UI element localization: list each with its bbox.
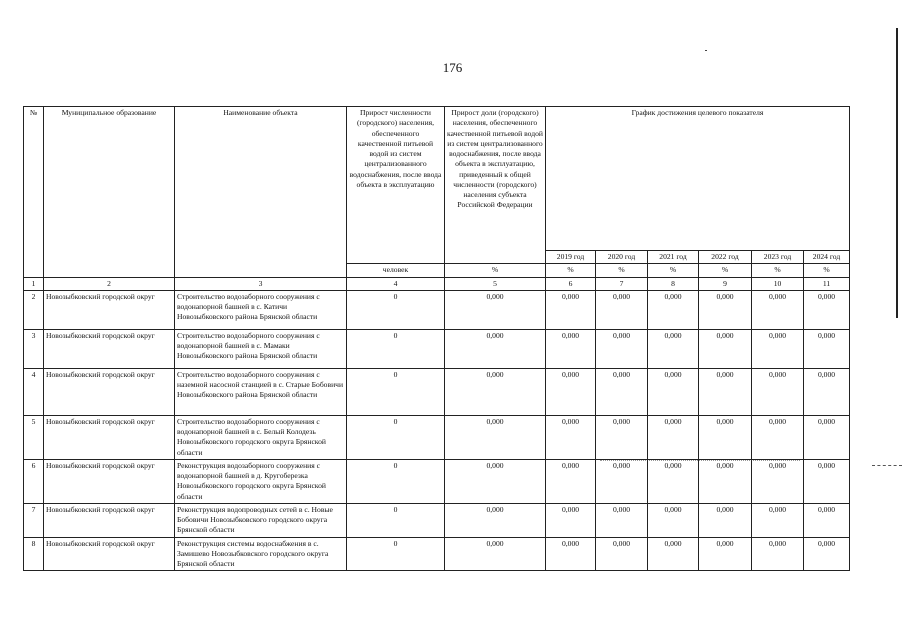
object-name-cell: Строительство водозаборного сооружения с водонапорной башней в с. Катичи Новозыбковского района Брянской области — [175, 290, 347, 329]
unit-cell: % — [596, 264, 648, 277]
people-cell: 0 — [347, 503, 445, 537]
year-value-cell: 0,000 — [596, 537, 648, 571]
year-value-cell: 0,000 — [546, 415, 596, 459]
column-index: 10 — [752, 277, 804, 290]
column-index: 4 — [347, 277, 445, 290]
year-value-cell: 0,000 — [596, 290, 648, 329]
people-cell: 0 — [347, 290, 445, 329]
municipality-cell: Новозыбковский городской округ — [44, 415, 175, 459]
municipality-cell: Новозыбковский городской округ — [44, 290, 175, 329]
year-value-cell: 0,000 — [752, 368, 804, 415]
object-name-cell: Строительство водозаборного сооружения с водонапорной башней в с. Мамаки Новозыбковского района Брянской области — [175, 329, 347, 368]
year-value-cell: 0,000 — [596, 368, 648, 415]
municipality-cell: Новозыбковский городской округ — [44, 368, 175, 415]
people-cell: 0 — [347, 537, 445, 571]
year-value-cell: 0,000 — [699, 537, 752, 571]
scan-speck — [705, 50, 707, 51]
header-no: № — [24, 107, 44, 278]
table-row — [24, 329, 850, 368]
share-cell: 0,000 — [445, 415, 546, 459]
share-cell: 0,000 — [445, 290, 546, 329]
header-year: 2023 год — [752, 251, 804, 264]
row-number: 3 — [24, 329, 44, 368]
municipality-cell: Новозыбковский городской округ — [44, 329, 175, 368]
year-value-cell: 0,000 — [752, 503, 804, 537]
year-value-cell: 0,000 — [648, 459, 699, 503]
year-value-cell: 0,000 — [648, 368, 699, 415]
municipality-cell: Новозыбковский городской округ — [44, 537, 175, 571]
year-value-cell: 0,000 — [699, 368, 752, 415]
year-value-cell: 0,000 — [546, 368, 596, 415]
year-value-cell: 0,000 — [699, 459, 752, 503]
object-name-cell: Реконструкция системы водоснабжения в с. Замишево Новозыбковского городского округа Брянской области — [175, 537, 347, 571]
year-value-cell: 0,000 — [546, 329, 596, 368]
header-year: 2019 год — [546, 251, 596, 264]
header-year: 2021 год — [648, 251, 699, 264]
header-year: 2024 год — [804, 251, 850, 264]
year-value-cell: 0,000 — [804, 368, 850, 415]
share-cell: 0,000 — [445, 537, 546, 571]
year-value-cell: 0,000 — [804, 290, 850, 329]
year-value-cell: 0,000 — [648, 290, 699, 329]
year-value-cell: 0,000 — [648, 537, 699, 571]
share-cell: 0,000 — [445, 329, 546, 368]
scan-dash-mark — [872, 465, 902, 466]
table-row — [24, 537, 850, 571]
row-number: 7 — [24, 503, 44, 537]
unit-cell: % — [752, 264, 804, 277]
people-cell: 0 — [347, 329, 445, 368]
people-cell: 0 — [347, 459, 445, 503]
year-value-cell: 0,000 — [699, 415, 752, 459]
unit-cell: % — [804, 264, 850, 277]
object-name-cell: Реконструкция водопроводных сетей в с. Новые Бобовичи Новозыбковского городского округа Брянской области — [175, 503, 347, 537]
table-row — [24, 459, 850, 503]
year-value-cell: 0,000 — [648, 503, 699, 537]
row-number: 8 — [24, 537, 44, 571]
year-value-cell: 0,000 — [804, 459, 850, 503]
year-value-cell: 0,000 — [699, 290, 752, 329]
object-name-cell: Реконструкция водозаборного сооружения с водонапорной башней в д. Кругоберезка Новозыбковского городского округа Брянской области — [175, 459, 347, 503]
year-value-cell: 0,000 — [752, 329, 804, 368]
table-row — [24, 290, 850, 329]
year-value-cell: 0,000 — [596, 329, 648, 368]
year-value-cell: 0,000 — [546, 537, 596, 571]
year-value-cell: 0,000 — [546, 459, 596, 503]
year-value-cell: 0,000 — [596, 503, 648, 537]
year-value-cell: 0,000 — [752, 537, 804, 571]
table-row — [24, 368, 850, 415]
page-number: 176 — [442, 60, 463, 75]
column-index: 11 — [804, 277, 850, 290]
people-cell: 0 — [347, 415, 445, 459]
column-index: 5 — [445, 277, 546, 290]
year-value-cell: 0,000 — [752, 459, 804, 503]
people-cell: 0 — [347, 368, 445, 415]
year-value-cell: 0,000 — [648, 415, 699, 459]
header-object: Наименование объекта — [175, 107, 347, 278]
table-row — [24, 415, 850, 459]
year-value-cell: 0,000 — [804, 415, 850, 459]
unit-cell: человек — [347, 264, 445, 277]
row-number: 4 — [24, 368, 44, 415]
year-value-cell: 0,000 — [804, 537, 850, 571]
unit-cell: % — [546, 264, 596, 277]
header-year: 2022 год — [699, 251, 752, 264]
year-value-cell: 0,000 — [546, 503, 596, 537]
unit-cell: % — [648, 264, 699, 277]
header-population-growth: Прирост численности (городского) населения, обеспеченного качественной питьевой водой из систем централизованного водоснабжения, после ввода объекта в эксплуатацию — [347, 107, 445, 264]
column-index: 8 — [648, 277, 699, 290]
row-number: 2 — [24, 290, 44, 329]
header-municipality: Муниципальное образование — [44, 107, 175, 278]
share-cell: 0,000 — [445, 503, 546, 537]
column-index: 3 — [175, 277, 347, 290]
header-schedule: График достижения целевого показателя — [546, 107, 850, 251]
year-value-cell: 0,000 — [546, 290, 596, 329]
column-index: 2 — [44, 277, 175, 290]
year-value-cell: 0,000 — [699, 329, 752, 368]
object-name-cell: Строительство водозаборного сооружения с наземной насосной станцией в с. Старые Бобовичи Новозыбковского района Брянской области — [175, 368, 347, 415]
year-value-cell: 0,000 — [804, 503, 850, 537]
column-index: 6 — [546, 277, 596, 290]
year-value-cell: 0,000 — [699, 503, 752, 537]
target-indicator-table — [23, 106, 850, 571]
share-cell: 0,000 — [445, 459, 546, 503]
year-value-cell: 0,000 — [804, 329, 850, 368]
margin-rule — [896, 28, 898, 318]
header-share-growth: Прирост доли (городского) населения, обеспеченного качественной питьевой водой из систем централизованного водоснабжения, после ввода объекта в эксплуатацию, приведенный к общей численности (городского) населения субъекта Российской Федерации — [445, 107, 546, 264]
row-number: 6 — [24, 459, 44, 503]
column-index: 9 — [699, 277, 752, 290]
unit-cell: % — [699, 264, 752, 277]
header-year: 2020 год — [596, 251, 648, 264]
share-cell: 0,000 — [445, 368, 546, 415]
year-value-cell: 0,000 — [752, 415, 804, 459]
object-name-cell: Строительство водозаборного сооружения с водонапорной башней в с. Белый Колодезь Новозыбковского городского округа Брянской области — [175, 415, 347, 459]
year-value-cell: 0,000 — [648, 329, 699, 368]
unit-cell: % — [445, 264, 546, 277]
municipality-cell: Новозыбковский городской округ — [44, 503, 175, 537]
row-number: 5 — [24, 415, 44, 459]
year-value-cell: 0,000 — [752, 290, 804, 329]
municipality-cell: Новозыбковский городской округ — [44, 459, 175, 503]
column-index: 7 — [596, 277, 648, 290]
year-value-cell: 0,000 — [596, 415, 648, 459]
table-row — [24, 503, 850, 537]
year-value-cell: 0,000 — [596, 459, 648, 503]
column-index: 1 — [24, 277, 44, 290]
